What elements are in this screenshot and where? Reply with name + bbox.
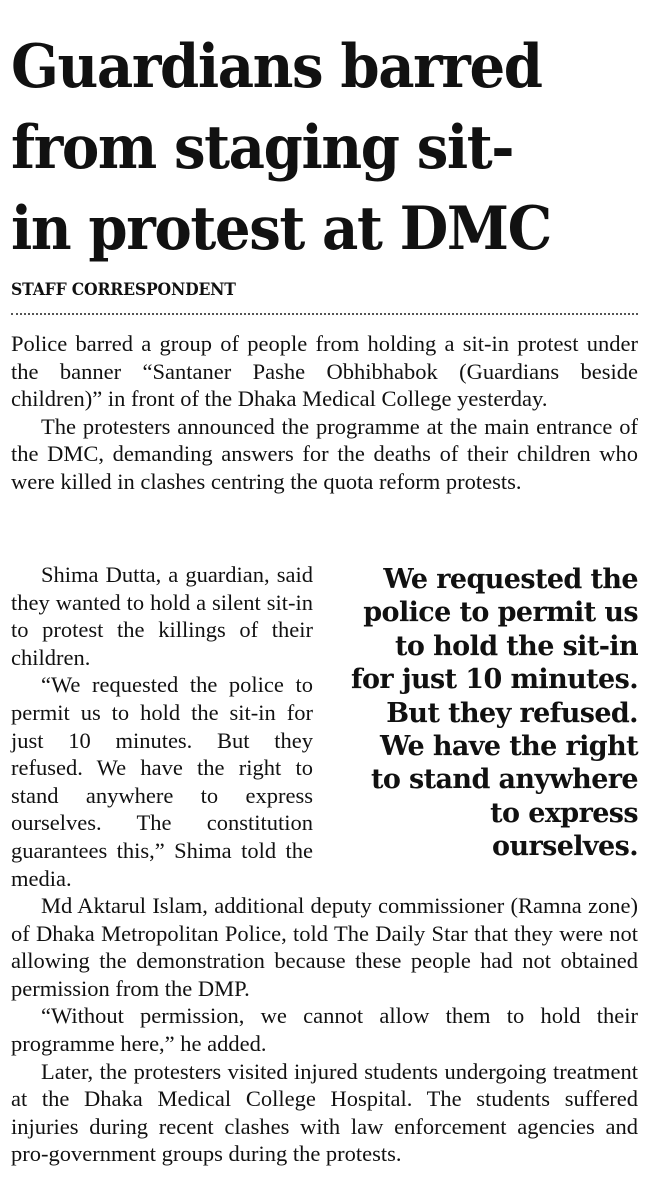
news-article (11, 0, 638, 1167)
paragraph-3: Shima Dutta, a guardian, said they wanted to hold a silent sit-in to protest the killings of their children. (11, 562, 313, 670)
headline: Guardians barred from staging sit- in protest at DMC (11, 32, 551, 264)
paragraph-2: The protesters announced the programme at the main entrance of the DMC, demanding answers for the deaths of their children who were killed in clashes centring the quota reform protests. (11, 413, 638, 494)
paragraph-1: Police barred a group of people from holding a sit-in protest under the banner “Santaner Pashe Obhibhabok (Guardians beside children)” in front of the Dhaka Medical College yesterday. (11, 331, 638, 412)
byline: STAFF CORRESPONDENT (11, 280, 236, 300)
closing-section (11, 892, 638, 1168)
paragraph-5: Md Aktarul Islam, additional deputy commissioner (Ramna zone) of Dhaka Metropolitan Police, told The Daily Star that they were not allowing the demonstration because these people had not obtained permission from the DMP. (11, 893, 638, 1001)
narrow-column (11, 561, 313, 892)
paragraph-4: “We requested the police to permit us to hold the sit-in for just 10 minutes. But they refused. We have the right to stand anywhere to express ourselves. The constitution guarantees this,” Shima told the media. (11, 672, 313, 891)
intro-section (11, 330, 638, 496)
dotted-divider (11, 313, 638, 315)
pull-quote: We requested the police to permit us to hold the sit-in for just 10 minutes. But they refused. We have the right to stand anywhere to express ourselves. (350, 564, 638, 863)
two-column-section (11, 561, 638, 893)
paragraph-7: Later, the protesters visited injured students undergoing treatment at the Dhaka Medical College Hospital. The students suffered injuries during recent clashes with law enforcement agencies and pro-government groups during the protests. (11, 1058, 638, 1167)
paragraph-6: “Without permission, we cannot allow them to hold their programme here,” he added. (11, 1003, 638, 1056)
